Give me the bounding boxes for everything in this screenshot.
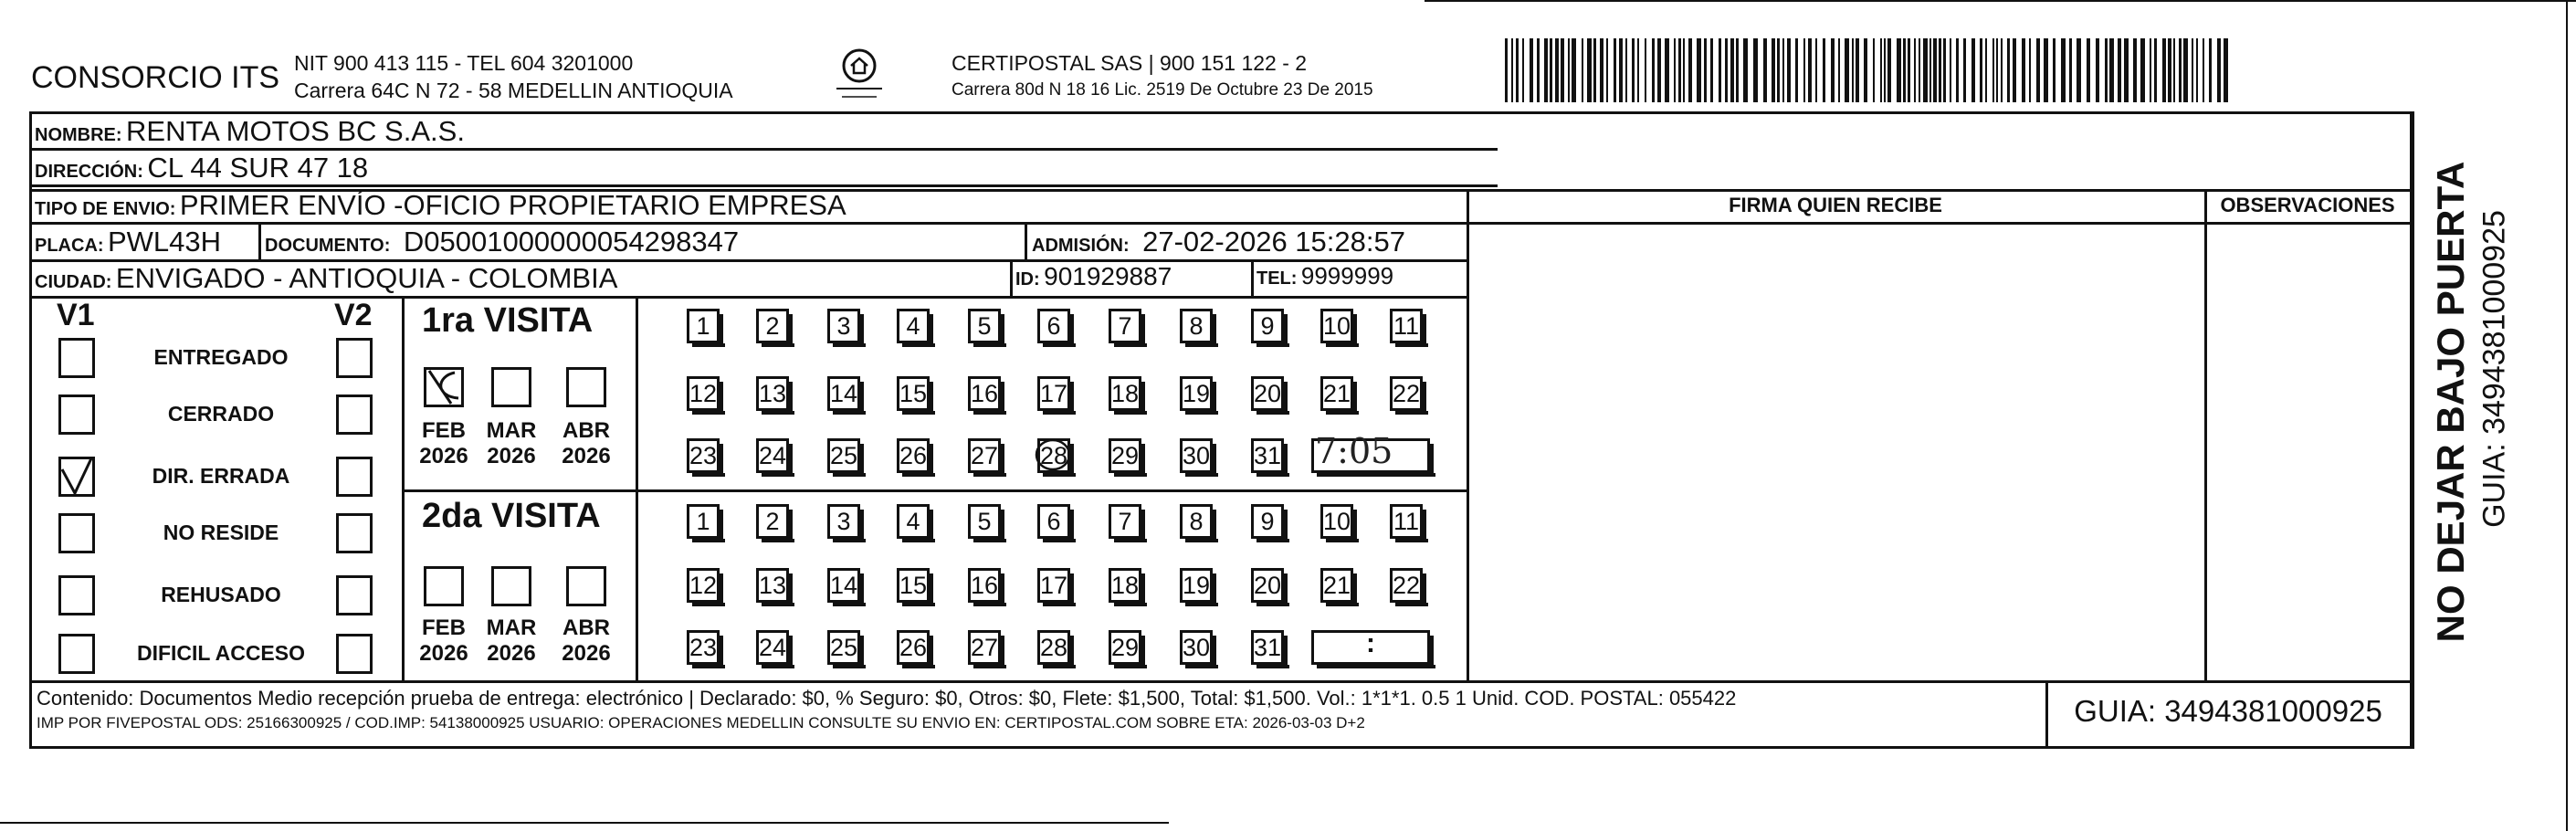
month-label: ABR 2026 (562, 418, 611, 468)
id-row (1015, 262, 1172, 291)
first-visit-day[interactable]: 10 (1320, 309, 1353, 343)
barcode-bar (1632, 38, 1635, 102)
option-label: NO RESIDE (163, 521, 279, 544)
barcode-bar (1544, 38, 1548, 102)
second-visit-day[interactable]: 20 (1251, 568, 1284, 603)
barcode-bar (1697, 38, 1701, 102)
v2-header: V2 (334, 298, 373, 332)
v2-checkbox[interactable] (336, 513, 373, 553)
scan-edge-top (1425, 0, 2576, 2)
barcode-bar (2162, 38, 2166, 102)
barcode-bar (1619, 38, 1623, 102)
barcode-bar (1933, 38, 1937, 102)
barcode-bar (1971, 38, 1975, 102)
tipo-envio-row (35, 189, 846, 222)
barcode-bar (1808, 38, 1812, 102)
second-visit-day[interactable]: 5 (968, 504, 1001, 539)
barcode-bar (1763, 38, 1767, 102)
col-line (2204, 189, 2207, 682)
row-line (29, 222, 2414, 225)
barcode-bar (1530, 38, 1533, 102)
barcode-bar (2087, 38, 2090, 102)
second-visit-day[interactable]: 6 (1037, 504, 1070, 539)
barcode-bar (1956, 38, 1959, 102)
id-label: ID: (1015, 269, 1040, 289)
nombre-label: NOMBRE: (35, 125, 122, 145)
barcode-bar (1923, 38, 1928, 102)
second-visit-day[interactable]: 27 (968, 630, 1001, 665)
barcode-bar (1787, 38, 1791, 102)
barcode-bar (2096, 38, 2099, 102)
barcode-bar (1637, 38, 1639, 102)
documento-label: DOCUMENTO: (265, 236, 391, 256)
carrier-line: CERTIPOSTAL SAS | 900 151 122 - 2 (952, 51, 1308, 75)
v2-checkbox[interactable] (336, 457, 373, 497)
barcode-bar (1823, 38, 1825, 102)
barcode-bar (1710, 38, 1713, 102)
second-visit-day[interactable]: 4 (897, 504, 930, 539)
option-label: CERRADO (167, 402, 275, 426)
second-visit-day[interactable]: 13 (756, 568, 789, 603)
barcode-bar (1919, 38, 1920, 102)
second-visit-day[interactable]: 14 (827, 568, 860, 603)
checkmark-icon (58, 457, 95, 497)
nombre-value: RENTA MOTOS BC S.A.S. (126, 115, 465, 147)
second-visit-month-box[interactable] (491, 566, 531, 606)
barcode-bar (2192, 38, 2193, 102)
barcode-bar (1852, 38, 1854, 102)
first-visit-day[interactable]: 11 (1390, 309, 1423, 343)
barcode-bar (1753, 38, 1758, 102)
barcode-bar (1606, 38, 1608, 102)
first-visit-day[interactable]: 20 (1251, 376, 1284, 411)
second-visit-day[interactable]: 23 (687, 630, 720, 665)
barcode-bar (1568, 38, 1570, 102)
option-label: DIR. ERRADA (152, 464, 290, 488)
second-visit-day[interactable]: 26 (897, 630, 930, 665)
second-visit-day[interactable]: 25 (827, 630, 860, 665)
v1-checkbox[interactable] (58, 513, 95, 553)
barcode-bar (1719, 38, 1721, 102)
first-visit-day[interactable]: 21 (1320, 376, 1353, 411)
barcode-bar (2069, 38, 2072, 102)
barcode-bar (2022, 38, 2025, 102)
barcode-bar (2029, 38, 2031, 102)
col-line (636, 296, 638, 680)
barcode-bar (1887, 38, 1891, 102)
barcode-bar (1550, 38, 1552, 102)
barcode-bar (1929, 38, 1931, 102)
second-visit-month-box[interactable] (566, 566, 606, 606)
col-line (402, 296, 405, 680)
col-line (1251, 259, 1254, 296)
barcode-bar (1505, 38, 1508, 102)
barcode-bar (1950, 38, 1951, 102)
second-visit-time: : (1366, 628, 1375, 658)
circled-day-icon (1034, 437, 1072, 473)
barcode-bar (1688, 38, 1692, 102)
row-line (402, 489, 1468, 492)
barcode-bar (1683, 38, 1685, 102)
barcode-bar (1782, 38, 1784, 102)
barcode-bar (1736, 38, 1739, 102)
barcode-bar (1625, 38, 1627, 102)
v1-checkbox[interactable] (58, 575, 95, 615)
barcode-bar (2077, 38, 2081, 102)
tel-row (1256, 262, 1393, 290)
first-visit-day[interactable]: 4 (897, 309, 930, 343)
barcode-bar (1537, 38, 1540, 102)
ciudad-row (35, 262, 617, 295)
barcode-bar (2105, 38, 2108, 102)
first-visit-day[interactable]: 31 (1251, 438, 1284, 473)
barcode-bar (1600, 38, 1603, 102)
barcode-bar (1831, 38, 1835, 102)
barcode-bar (2124, 38, 2129, 102)
ciudad-label: CIUDAD: (35, 272, 112, 292)
col-line (1010, 259, 1013, 296)
second-visit-day[interactable]: 19 (1180, 568, 1213, 603)
first-visit-month-box[interactable] (424, 367, 464, 407)
barcode-bar (2044, 38, 2048, 102)
id-value: 901929887 (1044, 262, 1172, 290)
first-visit-day[interactable]: 27 (968, 438, 1001, 473)
barcode-bar (1645, 38, 1646, 102)
placa-label: PLACA: (35, 236, 104, 256)
documento-value: D05001000000054298347 (403, 226, 740, 258)
barcode-bar (2173, 38, 2175, 102)
barcode-bar (2168, 38, 2171, 102)
barcode-bar (1897, 38, 1901, 102)
col-line (1467, 189, 1469, 682)
direccion-value: CL 44 SUR 47 18 (147, 152, 369, 184)
company-name: CONSORCIO ITS (31, 60, 280, 95)
scan-edge-right (2566, 0, 2568, 831)
tipo-envio-label: TIPO DE ENVIO: (35, 199, 176, 219)
barcode-bar (2118, 38, 2121, 102)
second-visit-day[interactable]: 16 (968, 568, 1001, 603)
month-label: MAR 2026 (486, 615, 537, 666)
barcode-bar (1730, 38, 1734, 102)
barcode-bar (1614, 38, 1616, 102)
barcode-bar (1743, 38, 1748, 102)
row-line (29, 680, 2414, 683)
first-visit-month-box[interactable] (491, 367, 531, 407)
barcode-bar (1943, 38, 1946, 102)
second-visit-day[interactable]: 11 (1390, 504, 1423, 539)
first-visit-day[interactable]: 29 (1109, 438, 1141, 473)
first-visit-day[interactable]: 23 (687, 438, 720, 473)
firma-header: FIRMA QUIEN RECIBE (1729, 194, 1942, 216)
certipostal-logo (827, 46, 891, 102)
first-visit-day[interactable]: 15 (897, 376, 930, 411)
barcode-bar (2140, 38, 2145, 102)
second-visit-day[interactable]: 18 (1109, 568, 1141, 603)
barcode-bar (1880, 38, 1882, 102)
v2-checkbox[interactable] (336, 394, 373, 435)
barcode-bar (2007, 38, 2010, 102)
barcode-bar (1704, 38, 1707, 102)
first-visit-day[interactable]: 6 (1037, 309, 1070, 343)
barcode-bar (1985, 38, 1987, 102)
barcode-bar (2217, 38, 2221, 102)
row-line (29, 148, 1498, 151)
barcode-bar (1864, 38, 1867, 102)
v2-checkbox[interactable] (336, 338, 373, 378)
company-nit: NIT 900 413 115 - TEL 604 3201000 (294, 51, 634, 75)
barcode-bar (1561, 38, 1564, 102)
month-label: ABR 2026 (562, 615, 611, 666)
first-visit-time: 7:05 (1315, 431, 1393, 471)
barcode-bar (2109, 38, 2114, 102)
barcode-bar (1815, 38, 1817, 102)
ciudad-value: ENVIGADO - ANTIOQUIA - COLOMBIA (115, 262, 618, 294)
first-visit-day[interactable]: 25 (827, 438, 860, 473)
footer-line-2: IMP POR FIVEPOSTAL ODS: 25166300925 / COD.IMP: 54138000925 USUARIO: OPERACIONES MEDELLIN CONSULTE SU ENVIO EN: CERTIPOSTAL.COM SOBRE ETA: 2026-03-03 D+2 (37, 714, 1365, 731)
barcode-bar (1845, 38, 1849, 102)
first-visit-day[interactable]: 26 (897, 438, 930, 473)
admision-label: ADMISIÓN: (1032, 236, 1130, 256)
first-visit-day[interactable]: 9 (1251, 309, 1284, 343)
scan-edge-bottom (0, 822, 1169, 824)
barcode-bar (1803, 38, 1805, 102)
barcode-bar (1674, 38, 1676, 102)
second-visit-day[interactable]: 1 (687, 504, 720, 539)
barcode-bar (1908, 38, 1910, 102)
second-visit-month-box[interactable] (424, 566, 464, 606)
barcode-bar (2053, 38, 2056, 102)
first-visit-day[interactable]: 8 (1180, 309, 1213, 343)
month-label: MAR 2026 (486, 418, 537, 468)
footer-line-1: Contenido: Documentos Medio recepción prueba de entrega: electrónico | Declarado: $0, % Seguro: $0, Otros: $0, Flete: $1,500, Total: $1,500. Vol.: 1*1*1. 0.5 1 Unid. COD. POSTAL: 055422 (37, 687, 1737, 710)
first-visit-day[interactable]: 3 (827, 309, 860, 343)
observaciones-header: OBSERVACIONES (2220, 194, 2395, 216)
handwritten-mark-icon (424, 367, 464, 407)
first-visit-day[interactable]: 22 (1390, 376, 1423, 411)
barcode-bar (2013, 38, 2016, 102)
barcode-bar (1657, 38, 1661, 102)
first-visit-day[interactable]: 2 (756, 309, 789, 343)
barcode-bar (1884, 38, 1886, 102)
second-visit-day[interactable]: 7 (1109, 504, 1141, 539)
direccion-label: DIRECCIÓN: (35, 162, 143, 182)
barcode-bar (1772, 38, 1775, 102)
barcode-bar (1903, 38, 1906, 102)
second-visit-day[interactable]: 12 (687, 568, 720, 603)
direccion-row (35, 152, 368, 184)
barcode-bar (2036, 38, 2040, 102)
admision-row (1032, 226, 1405, 258)
barcode-bar (2183, 38, 2188, 102)
second-visit-day[interactable]: 10 (1320, 504, 1353, 539)
second-visit-day[interactable]: 28 (1037, 630, 1070, 665)
second-visit-day[interactable]: 17 (1037, 568, 1070, 603)
company-address: Carrera 64C N 72 - 58 MEDELLIN ANTIOQUIA (294, 79, 733, 102)
license-line: Carrera 80d N 18 16 Lic. 2519 De Octubre 23 De 2015 (952, 80, 1373, 100)
v2-checkbox[interactable] (336, 575, 373, 615)
second-visit-day[interactable]: 31 (1251, 630, 1284, 665)
first-visit-day[interactable]: 7 (1109, 309, 1141, 343)
barcode-bar (1516, 38, 1519, 102)
barcode-bar (1572, 38, 1576, 102)
second-visit-day[interactable]: 29 (1109, 630, 1141, 665)
v1-checkbox[interactable] (58, 457, 95, 497)
admision-value: 27-02-2026 15:28:57 (1142, 226, 1405, 258)
v1-checkbox[interactable] (58, 394, 95, 435)
barcode (1505, 38, 2232, 106)
first-visit-day[interactable]: 13 (756, 376, 789, 411)
placa-row (35, 226, 221, 258)
v1-checkbox[interactable] (58, 338, 95, 378)
second-visit-day[interactable]: 3 (827, 504, 860, 539)
first-visit-day[interactable]: 18 (1109, 376, 1141, 411)
side-guia: GUIA: 3494381000925 (2476, 210, 2512, 528)
first-visit-day[interactable]: 19 (1180, 376, 1213, 411)
barcode-bar (2133, 38, 2137, 102)
barcode-bar (1856, 38, 1859, 102)
second-visit-day[interactable]: 24 (756, 630, 789, 665)
first-visit-title: 1ra VISITA (422, 301, 594, 340)
month-label: FEB 2026 (419, 615, 468, 666)
first-visit-day[interactable]: 28 (1037, 438, 1070, 473)
second-visit-day[interactable]: 22 (1390, 568, 1423, 603)
tel-value: 9999999 (1300, 262, 1394, 289)
second-visit-day[interactable]: 15 (897, 568, 930, 603)
barcode-bar (1992, 38, 1994, 102)
footer-guia: GUIA: 3494381000925 (2074, 694, 2382, 728)
second-visit-day[interactable]: 30 (1180, 630, 1213, 665)
barcode-bar (2001, 38, 2003, 102)
tel-label: TEL: (1256, 268, 1298, 289)
second-visit-day[interactable]: 21 (1320, 568, 1353, 603)
second-visit-day[interactable]: 8 (1180, 504, 1213, 539)
first-visit-day[interactable]: 12 (687, 376, 720, 411)
row-line (29, 184, 1498, 187)
first-visit-day[interactable]: 16 (968, 376, 1001, 411)
first-visit-month-box[interactable] (566, 367, 606, 407)
first-visit-day[interactable]: 14 (827, 376, 860, 411)
barcode-bar (1582, 38, 1583, 102)
barcode-bar (1725, 38, 1728, 102)
first-visit-day[interactable]: 1 (687, 309, 720, 343)
first-visit-day[interactable]: 17 (1037, 376, 1070, 411)
nombre-row (35, 115, 465, 148)
barcode-bar (1555, 38, 1559, 102)
option-label: ENTREGADO (153, 345, 289, 369)
barcode-bar (1939, 38, 1941, 102)
col-line (258, 222, 261, 259)
placa-value: PWL43H (108, 226, 222, 258)
row-line (29, 296, 1468, 299)
barcode-bar (1795, 38, 1798, 102)
barcode-bar (2209, 38, 2212, 102)
barcode-bar (1587, 38, 1592, 102)
barcode-bar (1511, 38, 1513, 102)
barcode-bar (1963, 38, 1966, 102)
option-label: REHUSADO (161, 583, 281, 606)
barcode-bar (1593, 38, 1596, 102)
barcode-bar (1873, 38, 1875, 102)
v2-checkbox[interactable] (336, 634, 373, 674)
barcode-bar (2179, 38, 2182, 102)
first-visit-day[interactable]: 24 (756, 438, 789, 473)
first-visit-day[interactable]: 30 (1180, 438, 1213, 473)
barcode-bar (2196, 38, 2198, 102)
v1-header: V1 (57, 298, 95, 332)
col-line (1025, 222, 1027, 259)
barcode-bar (2203, 38, 2204, 102)
barcode-bar (1652, 38, 1655, 102)
barcode-bar (1914, 38, 1916, 102)
barcode-bar (1838, 38, 1840, 102)
barcode-bar (1996, 38, 1998, 102)
documento-row (265, 226, 739, 258)
certipostal-logo-icon (827, 46, 891, 102)
barcode-bar (1777, 38, 1780, 102)
barcode-bar (1522, 38, 1524, 102)
second-visit-day[interactable]: 2 (756, 504, 789, 539)
option-label: DIFICIL ACCESO (136, 641, 305, 665)
v1-checkbox[interactable] (58, 634, 95, 674)
barcode-bar (2061, 38, 2066, 102)
no-dejar-warning: NO DEJAR BAJO PUERTA (2429, 161, 2472, 643)
barcode-bar (1678, 38, 1681, 102)
second-visit-day[interactable]: 9 (1251, 504, 1284, 539)
barcode-bar (2154, 38, 2157, 102)
barcode-bar (1665, 38, 1669, 102)
barcode-bar (2150, 38, 2151, 102)
barcode-bar (2224, 38, 2228, 102)
first-visit-day[interactable]: 5 (968, 309, 1001, 343)
month-label: FEB 2026 (419, 418, 468, 468)
barcode-bar (1980, 38, 1982, 102)
second-visit-title: 2da VISITA (422, 497, 601, 535)
tipo-envio-value: PRIMER ENVÍO -OFICIO PROPIETARIO EMPRESA (179, 189, 846, 221)
